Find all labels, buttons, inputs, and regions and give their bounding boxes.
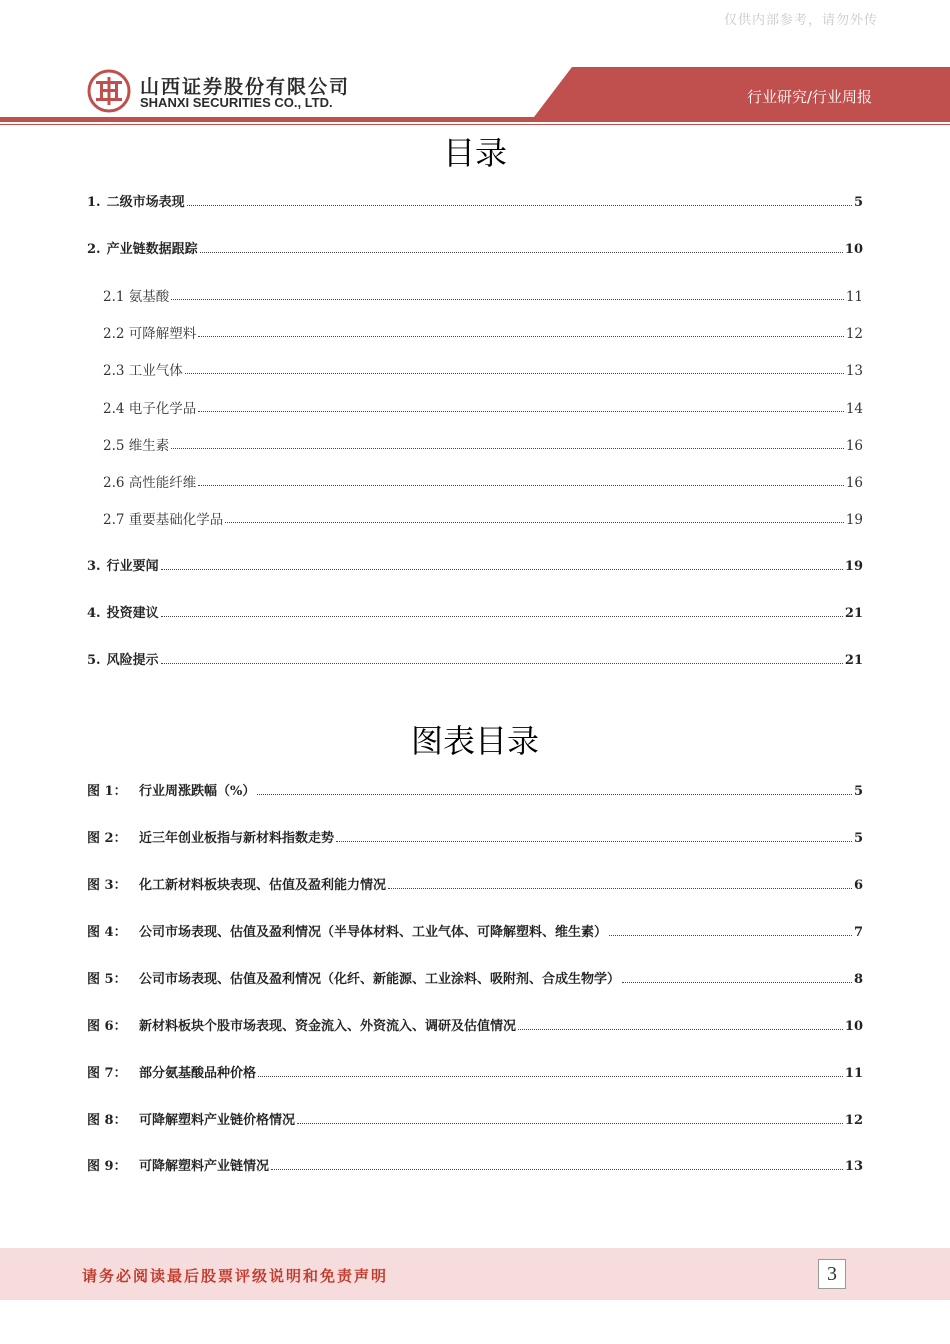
figure-number: 图 5： <box>87 972 127 987</box>
company-logo-icon <box>87 69 131 113</box>
figure-entry[interactable] <box>87 1155 863 1175</box>
figure-number: 图 8： <box>87 1113 127 1128</box>
toc-entry-page: 13 <box>845 363 863 379</box>
toc-subentry[interactable] <box>87 508 863 528</box>
figure-number: 图 1： <box>87 784 127 799</box>
figure-entry[interactable] <box>87 1015 863 1035</box>
figure-page: 12 <box>844 1113 863 1128</box>
figure-label: 近三年创业板指与新材料指数走势 <box>139 831 335 846</box>
toc-entry-page: 16 <box>845 438 863 454</box>
dot-leader <box>225 513 844 523</box>
toc-entry-page: 21 <box>844 653 863 668</box>
toc-entry-label: 2.6 高性能纤维 <box>103 475 197 491</box>
toc-entry-page: 16 <box>845 475 863 491</box>
figure-label: 可降解塑料产业链情况 <box>139 1159 270 1174</box>
toc-subentry[interactable] <box>87 285 863 305</box>
header-banner <box>534 67 950 117</box>
toc-entry-label: 2.1 氨基酸 <box>103 289 170 305</box>
figure-page: 7 <box>853 925 863 940</box>
figure-page: 6 <box>853 878 863 893</box>
page-header <box>0 0 950 130</box>
header-divider <box>0 117 950 122</box>
toc-entry-page: 11 <box>845 289 863 305</box>
figure-number: 图 6： <box>87 1019 127 1034</box>
toc-entry-page: 21 <box>844 606 863 621</box>
figure-label: 化工新材料板块表现、估值及盈利能力情况 <box>139 878 387 893</box>
toc-entry-label: 2.4 电子化学品 <box>103 401 197 417</box>
toc-entry-label: 投资建议 <box>106 606 159 621</box>
figure-page: 5 <box>853 784 863 799</box>
figures-title: 图表目录 <box>410 722 539 760</box>
figure-number: 图 4： <box>87 925 127 940</box>
dot-leader <box>198 327 844 337</box>
figure-page: 8 <box>853 972 863 987</box>
dot-leader <box>200 243 843 253</box>
dot-leader <box>161 654 843 664</box>
figure-page: 5 <box>853 831 863 846</box>
toc-entry[interactable] <box>87 555 863 575</box>
figure-number: 图 2： <box>87 831 127 846</box>
toc-entry-number: 3. <box>87 559 101 574</box>
toc-entry[interactable] <box>87 649 863 669</box>
dot-leader <box>271 1160 843 1170</box>
dot-leader <box>609 926 852 936</box>
figure-entry[interactable] <box>87 921 863 941</box>
dot-leader <box>185 364 844 374</box>
toc-entry-number: 2. <box>87 242 101 257</box>
toc-subentry[interactable] <box>87 359 863 379</box>
dot-leader <box>336 832 852 842</box>
watermark-text: 仅供内部参考，请勿外传 <box>723 13 878 28</box>
figure-page: 11 <box>844 1066 863 1081</box>
dot-leader <box>161 560 843 570</box>
figure-entry[interactable] <box>87 827 863 847</box>
toc-title: 目录 <box>442 134 507 172</box>
figure-entry[interactable] <box>87 1062 863 1082</box>
toc-entry[interactable] <box>87 602 863 622</box>
toc-entry-page: 14 <box>845 401 863 417</box>
company-name-en: SHANXI SECURITIES CO., LTD. <box>140 95 333 110</box>
page-number: 3 <box>818 1259 846 1289</box>
figure-entry[interactable] <box>87 780 863 800</box>
dot-leader <box>171 439 844 449</box>
dot-leader <box>518 1020 843 1030</box>
figure-entry[interactable] <box>87 874 863 894</box>
figure-label: 新材料板块个股市场表现、资金流入、外资流入、调研及估值情况 <box>139 1019 517 1034</box>
toc-entry-label: 二级市场表现 <box>106 195 185 210</box>
toc-entry-label: 2.3 工业气体 <box>103 363 183 379</box>
dot-leader <box>258 1067 843 1077</box>
report-category: 行业研究/行业周报 <box>746 88 872 106</box>
toc-subentry[interactable] <box>87 434 863 454</box>
toc-entry-number: 1. <box>87 195 101 210</box>
toc-entry-page: 19 <box>844 559 863 574</box>
toc-entry-page: 12 <box>845 326 863 342</box>
dot-leader <box>257 785 852 795</box>
dot-leader <box>187 196 852 206</box>
dot-leader <box>161 607 843 617</box>
figure-page: 10 <box>844 1019 863 1034</box>
figure-entry[interactable] <box>87 1109 863 1129</box>
toc-entry-page: 19 <box>845 512 863 528</box>
figure-label: 部分氨基酸品种价格 <box>139 1066 257 1081</box>
dot-leader <box>388 879 852 889</box>
figure-number: 图 7： <box>87 1066 127 1081</box>
toc-entry-label: 2.7 重要基础化学品 <box>103 512 224 528</box>
toc-entry-label: 行业要闻 <box>106 559 159 574</box>
toc-subentry[interactable] <box>87 397 863 417</box>
toc-entry-label: 产业链数据跟踪 <box>106 242 198 257</box>
figure-label: 公司市场表现、估值及盈利情况（化纤、新能源、工业涂料、吸附剂、合成生物学） <box>139 972 621 987</box>
figure-label: 行业周涨跌幅（%） <box>139 784 256 799</box>
disclaimer-notice: 请务必阅读最后股票评级说明和免责声明 <box>82 1267 389 1285</box>
figure-page: 13 <box>844 1159 863 1174</box>
figure-number: 图 9： <box>87 1159 127 1174</box>
toc-subentry[interactable] <box>87 322 863 342</box>
figure-label: 公司市场表现、估值及盈利情况（半导体材料、工业气体、可降解塑料、维生素） <box>139 925 608 940</box>
toc-subentry[interactable] <box>87 471 863 491</box>
toc-entry[interactable] <box>87 191 863 211</box>
figure-number: 图 3： <box>87 878 127 893</box>
toc-entry-label: 2.5 维生素 <box>103 438 170 454</box>
toc-entry-page: 5 <box>853 195 863 210</box>
header-divider-thin <box>0 124 950 125</box>
dot-leader <box>198 476 844 486</box>
toc-entry-page: 10 <box>844 242 863 257</box>
toc-entry-number: 4. <box>87 606 101 621</box>
dot-leader <box>198 402 844 412</box>
dot-leader <box>171 290 844 300</box>
company-name-cn: 山西证券股份有限公司 <box>140 76 351 98</box>
dot-leader <box>297 1114 843 1124</box>
toc-entry-label: 2.2 可降解塑料 <box>103 326 197 342</box>
figure-label: 可降解塑料产业链价格情况 <box>139 1113 296 1128</box>
dot-leader <box>622 973 852 983</box>
figure-entry[interactable] <box>87 968 863 988</box>
toc-entry-label: 风险提示 <box>106 653 159 668</box>
toc-entry-number: 5. <box>87 653 101 668</box>
toc-entry[interactable] <box>87 238 863 258</box>
